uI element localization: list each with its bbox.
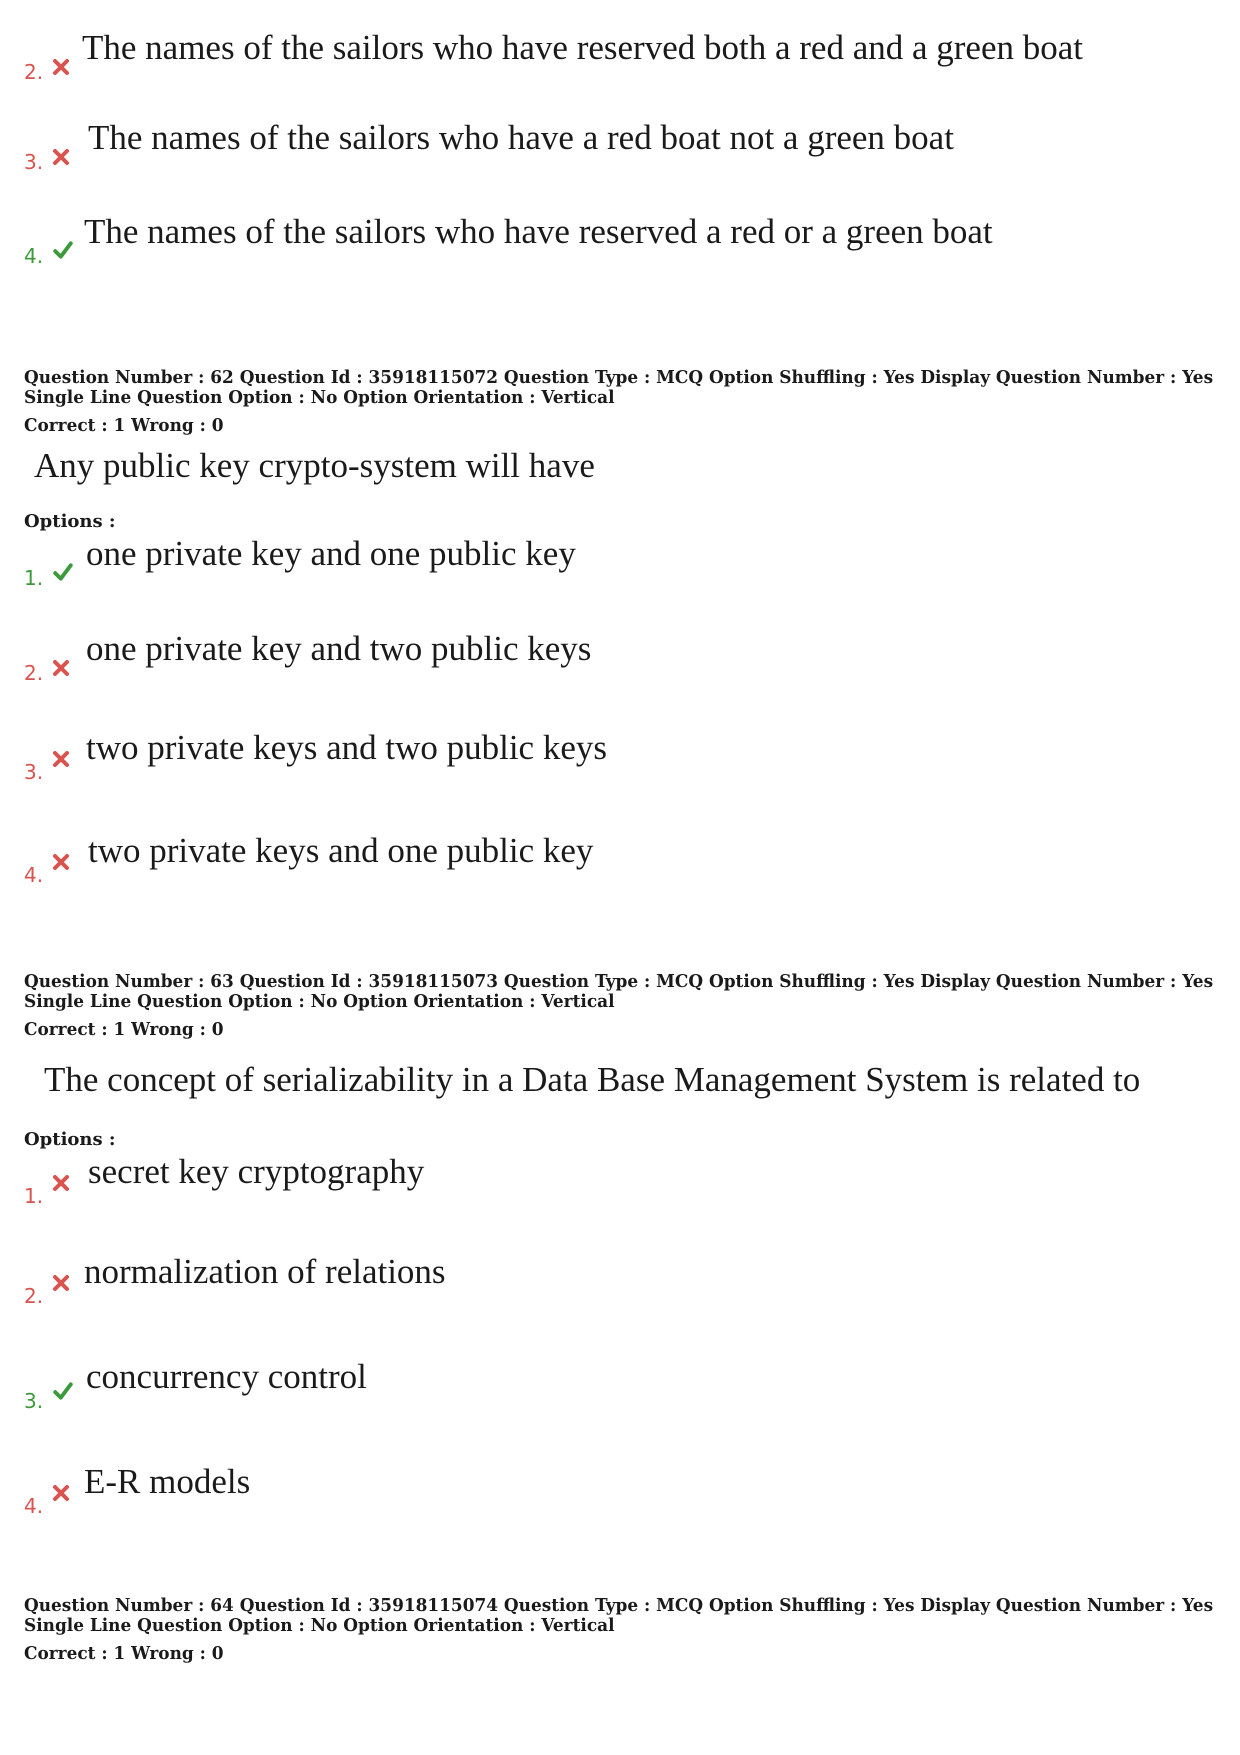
option-number: 1.	[24, 566, 44, 590]
cross-icon	[52, 853, 70, 871]
question-meta-line: Single Line Question Option : No Option Orientation : Vertical	[24, 387, 615, 408]
option-item	[24, 534, 1204, 594]
option-item	[24, 831, 1204, 891]
option-text: secret key cryptography	[88, 1152, 425, 1191]
options-label: Options :	[24, 1129, 116, 1150]
option-item	[24, 28, 1204, 88]
option-number: 4.	[24, 863, 44, 887]
option-number: 4.	[24, 244, 44, 268]
option-item	[24, 629, 1204, 689]
option-number: 3.	[24, 1389, 44, 1413]
question-meta-line: Question Number : 63 Question Id : 35918115073 Question Type : MCQ Option Shuffling : Yes Display Question Number : Yes	[24, 971, 1214, 992]
option-item	[24, 728, 1204, 788]
option-text: The names of the sailors who have reserved both a red and a green boat	[82, 28, 1084, 67]
option-text: normalization of relations	[84, 1252, 446, 1291]
option-number: 3.	[24, 150, 44, 174]
marks-line: Correct : 1 Wrong : 0	[24, 1019, 224, 1040]
option-text: The names of the sailors who have a red boat not a green boat	[88, 118, 954, 157]
option-number: 2.	[24, 60, 44, 84]
cross-icon	[52, 659, 70, 677]
cross-icon	[52, 148, 70, 166]
question-text: Any public key crypto-system will have	[34, 446, 595, 485]
option-item	[24, 118, 1204, 178]
check-icon	[52, 562, 74, 582]
check-icon	[52, 1381, 74, 1401]
question-text: The concept of serializability in a Data Base Management System is related to	[44, 1060, 1141, 1099]
question-meta-line: Question Number : 64 Question Id : 35918115074 Question Type : MCQ Option Shuffling : Yes Display Question Number : Yes	[24, 1595, 1214, 1616]
marks-line: Correct : 1 Wrong : 0	[24, 1643, 224, 1664]
option-text: one private key and one public key	[86, 534, 576, 573]
cross-icon	[52, 1274, 70, 1292]
cross-icon	[52, 1174, 70, 1192]
option-text: E-R models	[84, 1462, 251, 1501]
option-number: 4.	[24, 1494, 44, 1518]
option-number: 2.	[24, 1284, 44, 1308]
option-item	[24, 1252, 1204, 1312]
option-item	[24, 212, 1204, 272]
option-text: one private key and two public keys	[86, 629, 592, 668]
option-text: The names of the sailors who have reserved a red or a green boat	[84, 212, 993, 251]
option-number: 2.	[24, 661, 44, 685]
option-text: two private keys and two public keys	[86, 728, 608, 767]
question-meta-line: Single Line Question Option : No Option Orientation : Vertical	[24, 1615, 615, 1636]
option-item	[24, 1357, 1204, 1417]
cross-icon	[52, 1484, 70, 1502]
option-text: two private keys and one public key	[88, 831, 594, 870]
option-text: concurrency control	[86, 1357, 367, 1396]
question-meta-line: Single Line Question Option : No Option Orientation : Vertical	[24, 991, 615, 1012]
option-item	[24, 1462, 1204, 1522]
cross-icon	[52, 750, 70, 768]
option-number: 3.	[24, 760, 44, 784]
option-number: 1.	[24, 1184, 44, 1208]
options-label: Options :	[24, 511, 116, 532]
check-icon	[52, 240, 74, 260]
option-item	[24, 1152, 1204, 1212]
question-meta-line: Question Number : 62 Question Id : 35918115072 Question Type : MCQ Option Shuffling : Yes Display Question Number : Yes	[24, 367, 1214, 388]
marks-line: Correct : 1 Wrong : 0	[24, 415, 224, 436]
cross-icon	[52, 58, 70, 76]
